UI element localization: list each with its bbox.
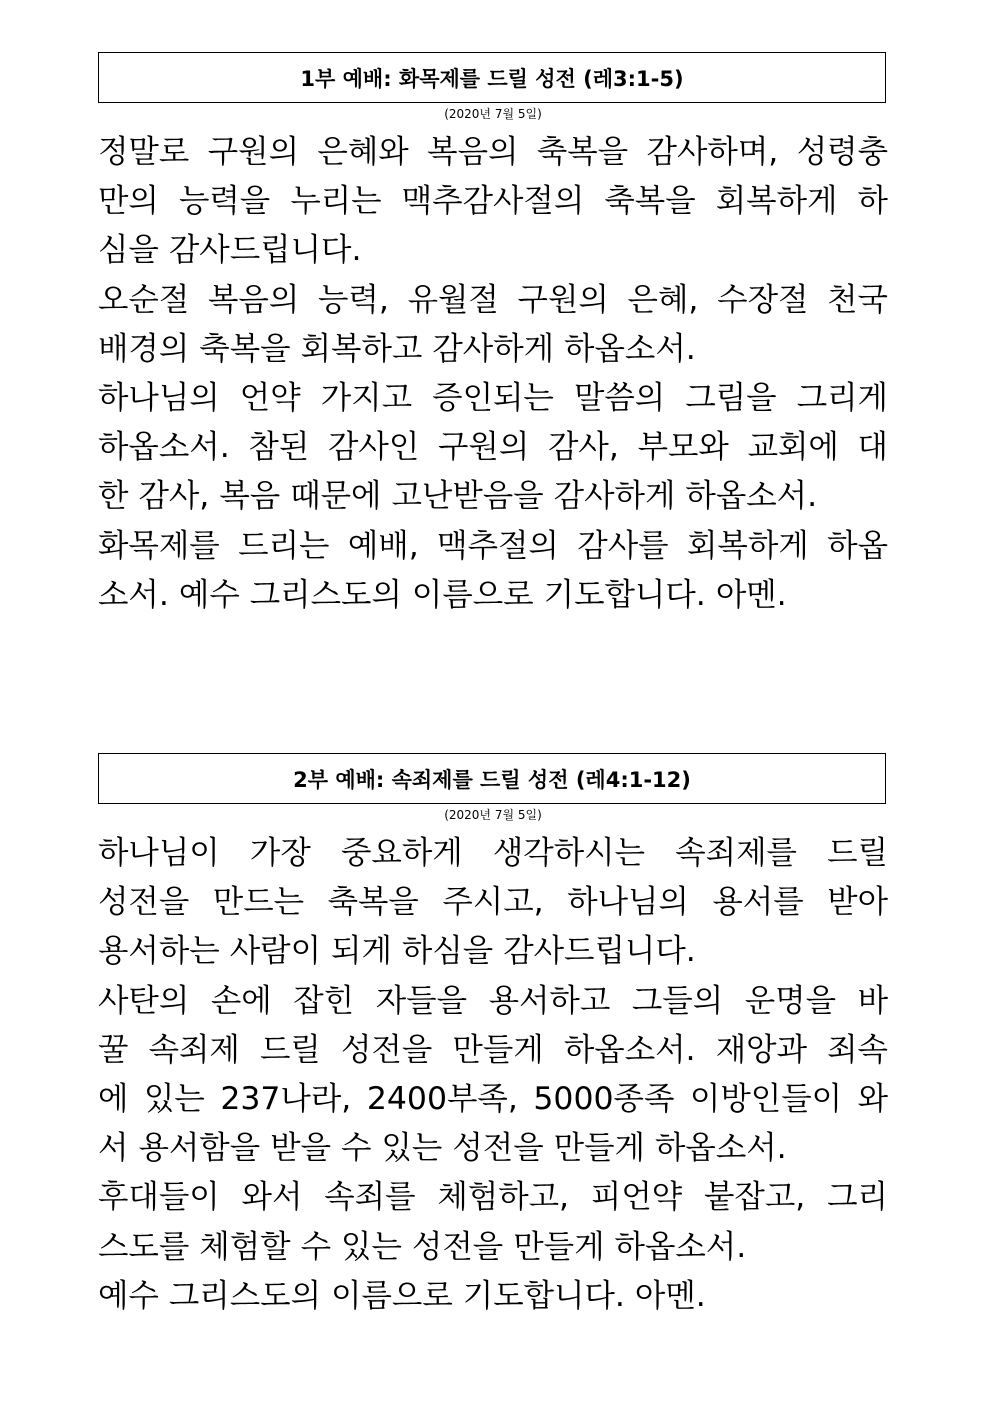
- prayer-line: 서 용서함을 받을 수 있는 성전을 만들게 하옵소서.: [98, 1130, 787, 1167]
- prayer-line: 오순절 복음의 능력, 유월절 구원의 은혜, 수장절 천국: [98, 281, 888, 318]
- prayer-line: 심을 감사드립니다.: [98, 232, 362, 269]
- prayer-line: 한 감사, 복음 때문에 고난받음을 감사하게 하옵소서.: [98, 478, 818, 515]
- prayer-body: [98, 829, 888, 1321]
- section-date: (2020년 7월 5일): [444, 808, 542, 822]
- prayer-line: 사탄의 손에 잡힌 자들을 용서하고 그들의 운명을 바: [98, 982, 888, 1019]
- prayer-line: 정말로 구원의 은혜와 복음의 축복을 감사하며, 성령충: [98, 134, 888, 170]
- prayer-line: 스도를 체험할 수 있는 성전을 만들게 하옵소서.: [98, 1228, 747, 1265]
- section-date: (2020년 7월 5일): [444, 107, 542, 121]
- prayer-line: 예수 그리스도의 이름으로 기도합니다. 아멘.: [98, 1277, 706, 1314]
- prayer-line: 하나님이 가장 중요하게 생각하시는 속죄제를 드릴: [98, 835, 888, 871]
- prayer-section-2: [98, 753, 888, 1321]
- prayer-line: 배경의 축복을 회복하고 감사하게 하옵소서.: [98, 330, 696, 367]
- prayer-line: 하나님의 언약 가지고 증인되는 말씀의 그림을 그리게: [98, 379, 888, 416]
- prayer-section-1: [98, 52, 888, 620]
- prayer-line: 에 있는 237나라, 2400부족, 5000종족 이방인들이 와: [98, 1080, 888, 1117]
- prayer-line: 화목제를 드리는 예배, 맥추절의 감사를 회복하게 하옵: [98, 527, 888, 564]
- prayer-line: 용서하는 사람이 되게 하심을 감사드립니다.: [98, 933, 696, 970]
- prayer-body: [98, 128, 888, 620]
- prayer-line: 만의 능력을 누리는 맥추감사절의 축복을 회복하게 하: [98, 183, 888, 220]
- section-title: 1부 예배: 화목제를 드릴 성전 (레3:1-5): [98, 52, 886, 103]
- prayer-line: 후대들이 와서 속죄를 체험하고, 피언약 붙잡고, 그리: [98, 1179, 888, 1216]
- prayer-line: 하옵소서. 참된 감사인 구원의 감사, 부모와 교회에 대: [98, 429, 888, 466]
- prayer-line: 꿀 속죄제 드릴 성전을 만들게 하옵소서. 재앙과 죄속: [98, 1031, 888, 1068]
- section-title: 2부 예배: 속죄제를 드릴 성전 (레4:1-12): [98, 753, 886, 804]
- prayer-line: 성전을 만드는 축복을 주시고, 하나님의 용서를 받아: [98, 884, 888, 921]
- prayer-line: 소서. 예수 그리스도의 이름으로 기도합니다. 아멘.: [98, 576, 787, 613]
